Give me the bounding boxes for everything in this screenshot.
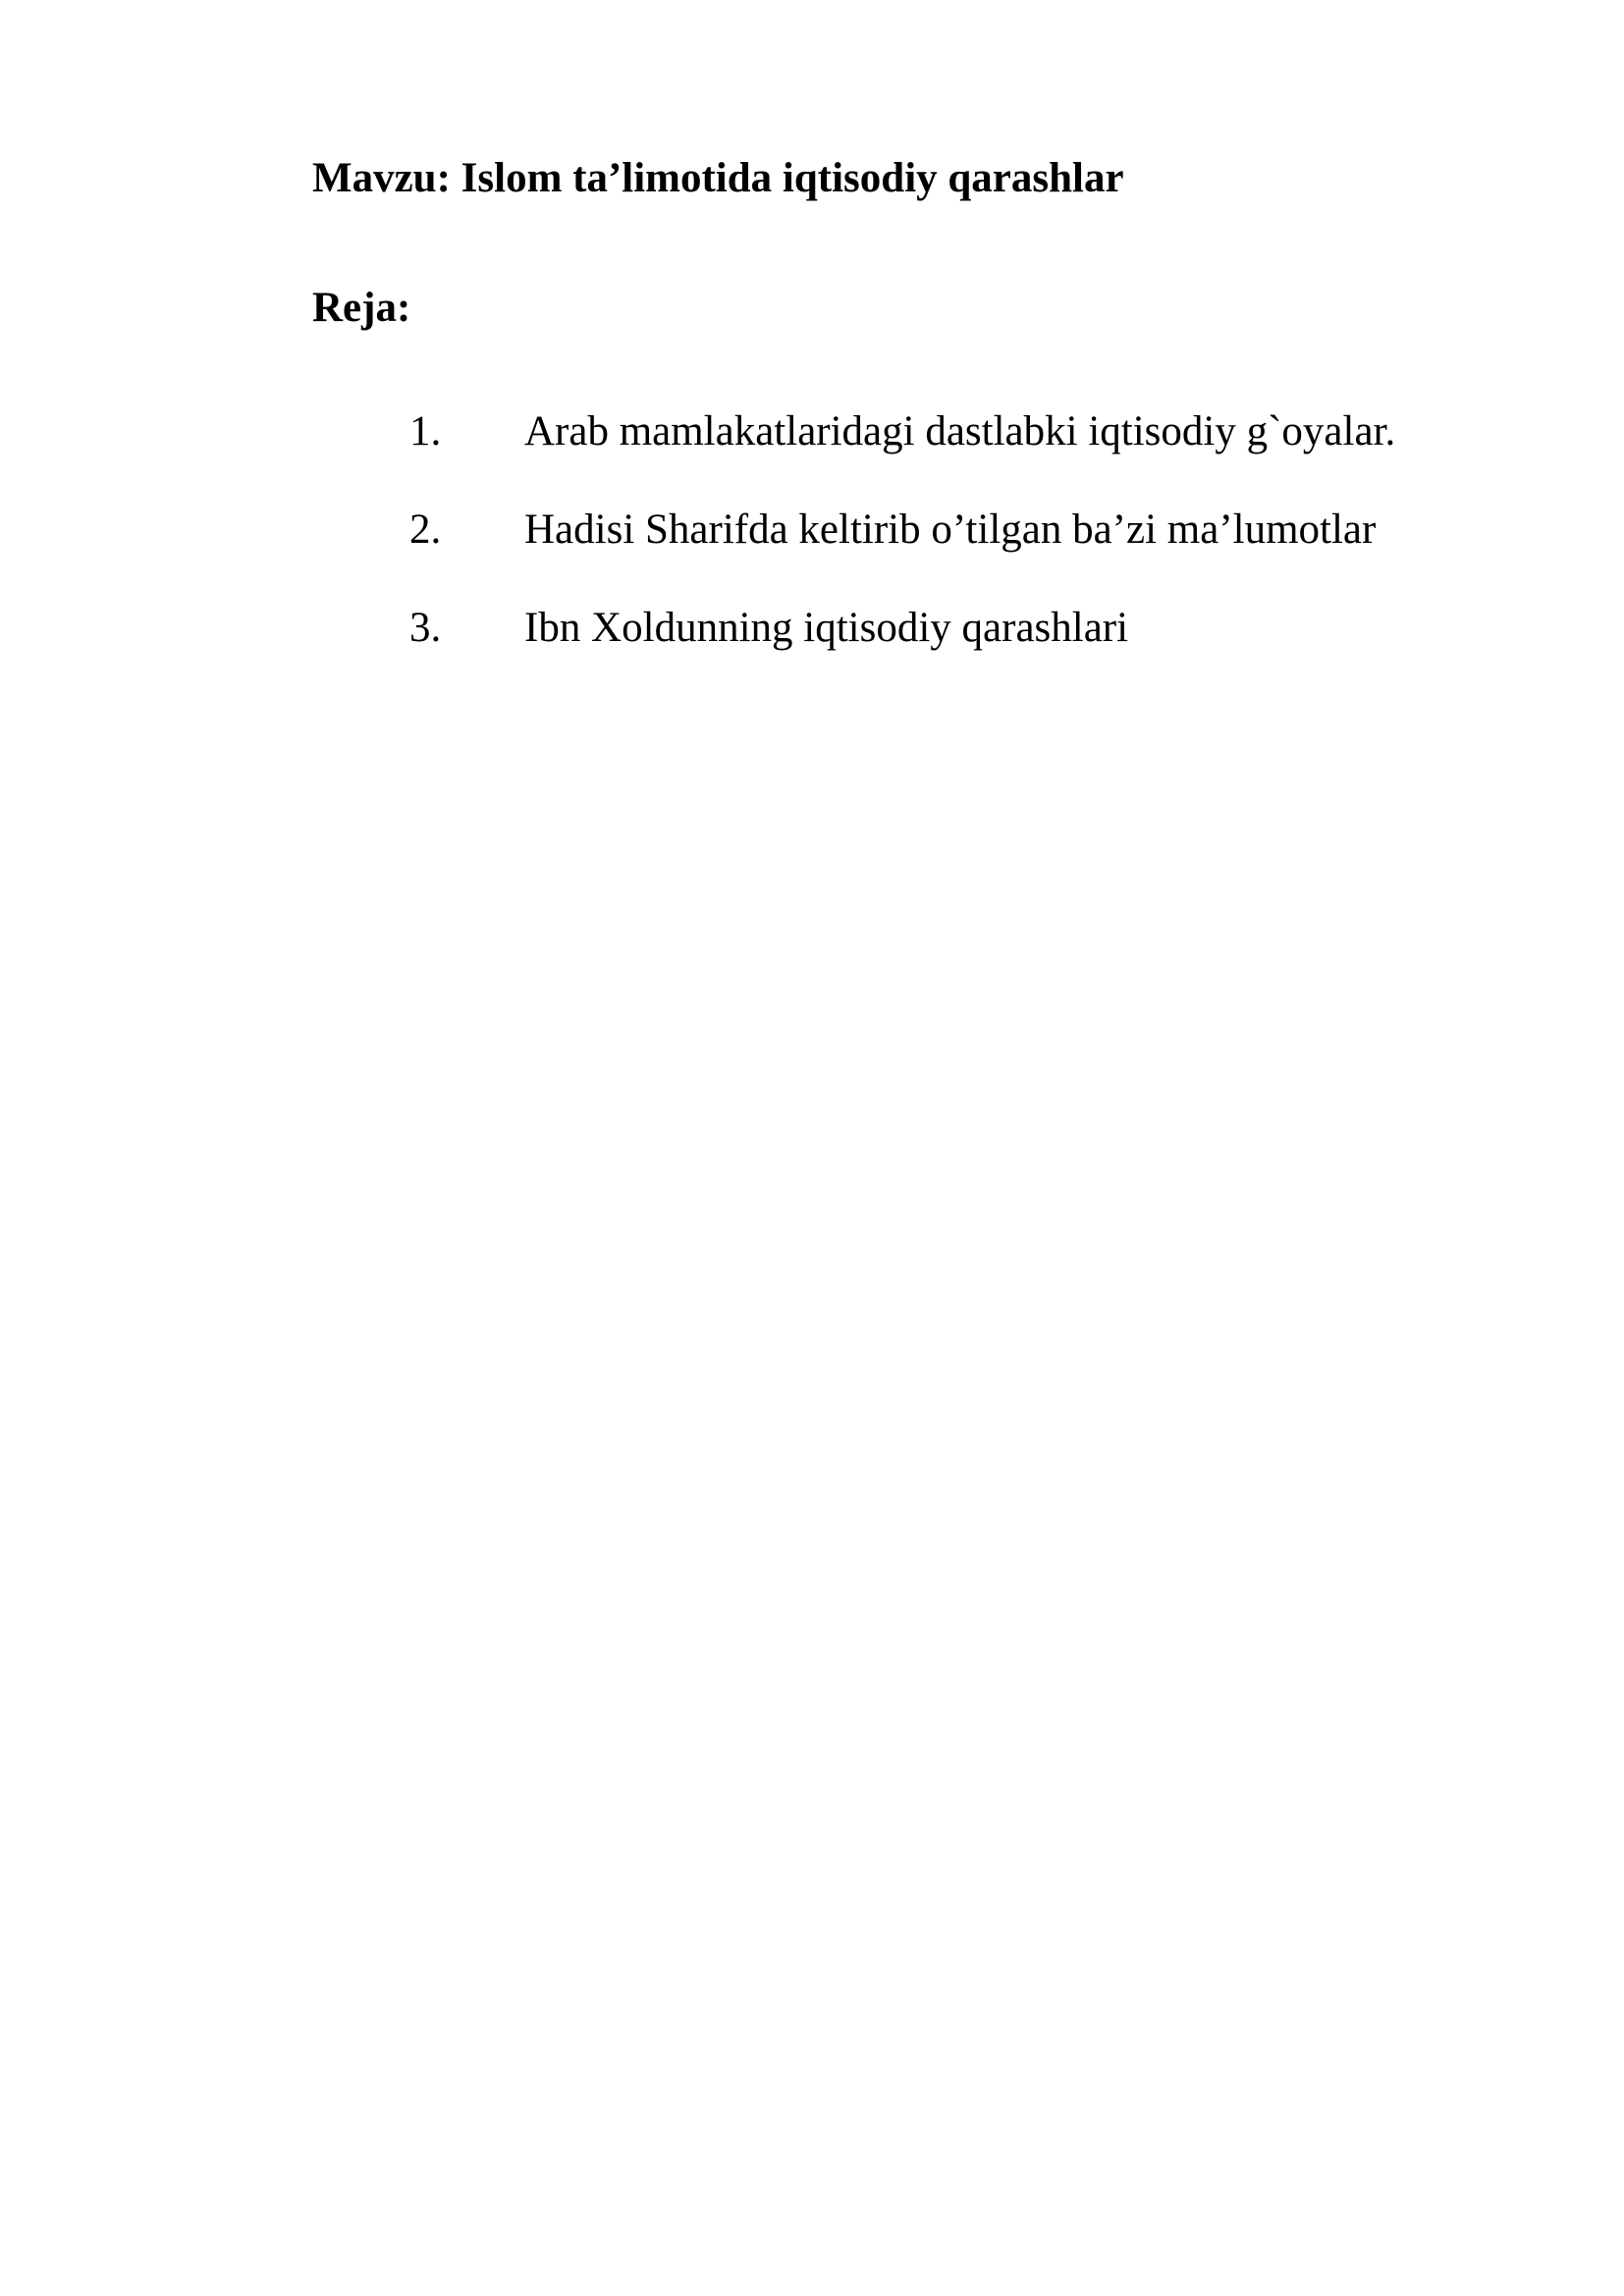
plan-item-text: Ibn Xoldunning iqtisodiy qarashlari (524, 605, 1129, 651)
plan-item-number: 2. (409, 507, 442, 553)
plan-item-text: Arab mamlakatlaridagi dastlabki iqtisodiy g`oyalar. (524, 408, 1396, 454)
plan-item-number: 1. (409, 408, 442, 454)
plan-list-item (0, 508, 1624, 558)
plan-list-item (0, 410, 1624, 459)
plan-heading: Reja: (312, 285, 411, 331)
document-title: Mavzu: Islom ta’limotida iqtisodiy qarashlar (312, 155, 1124, 201)
plan-list-item (0, 607, 1624, 656)
plan-item-text: Hadisi Sharifda keltirib o’tilgan ba’zi ma’lumotlar (524, 507, 1377, 553)
plan-item-number: 3. (409, 605, 442, 651)
